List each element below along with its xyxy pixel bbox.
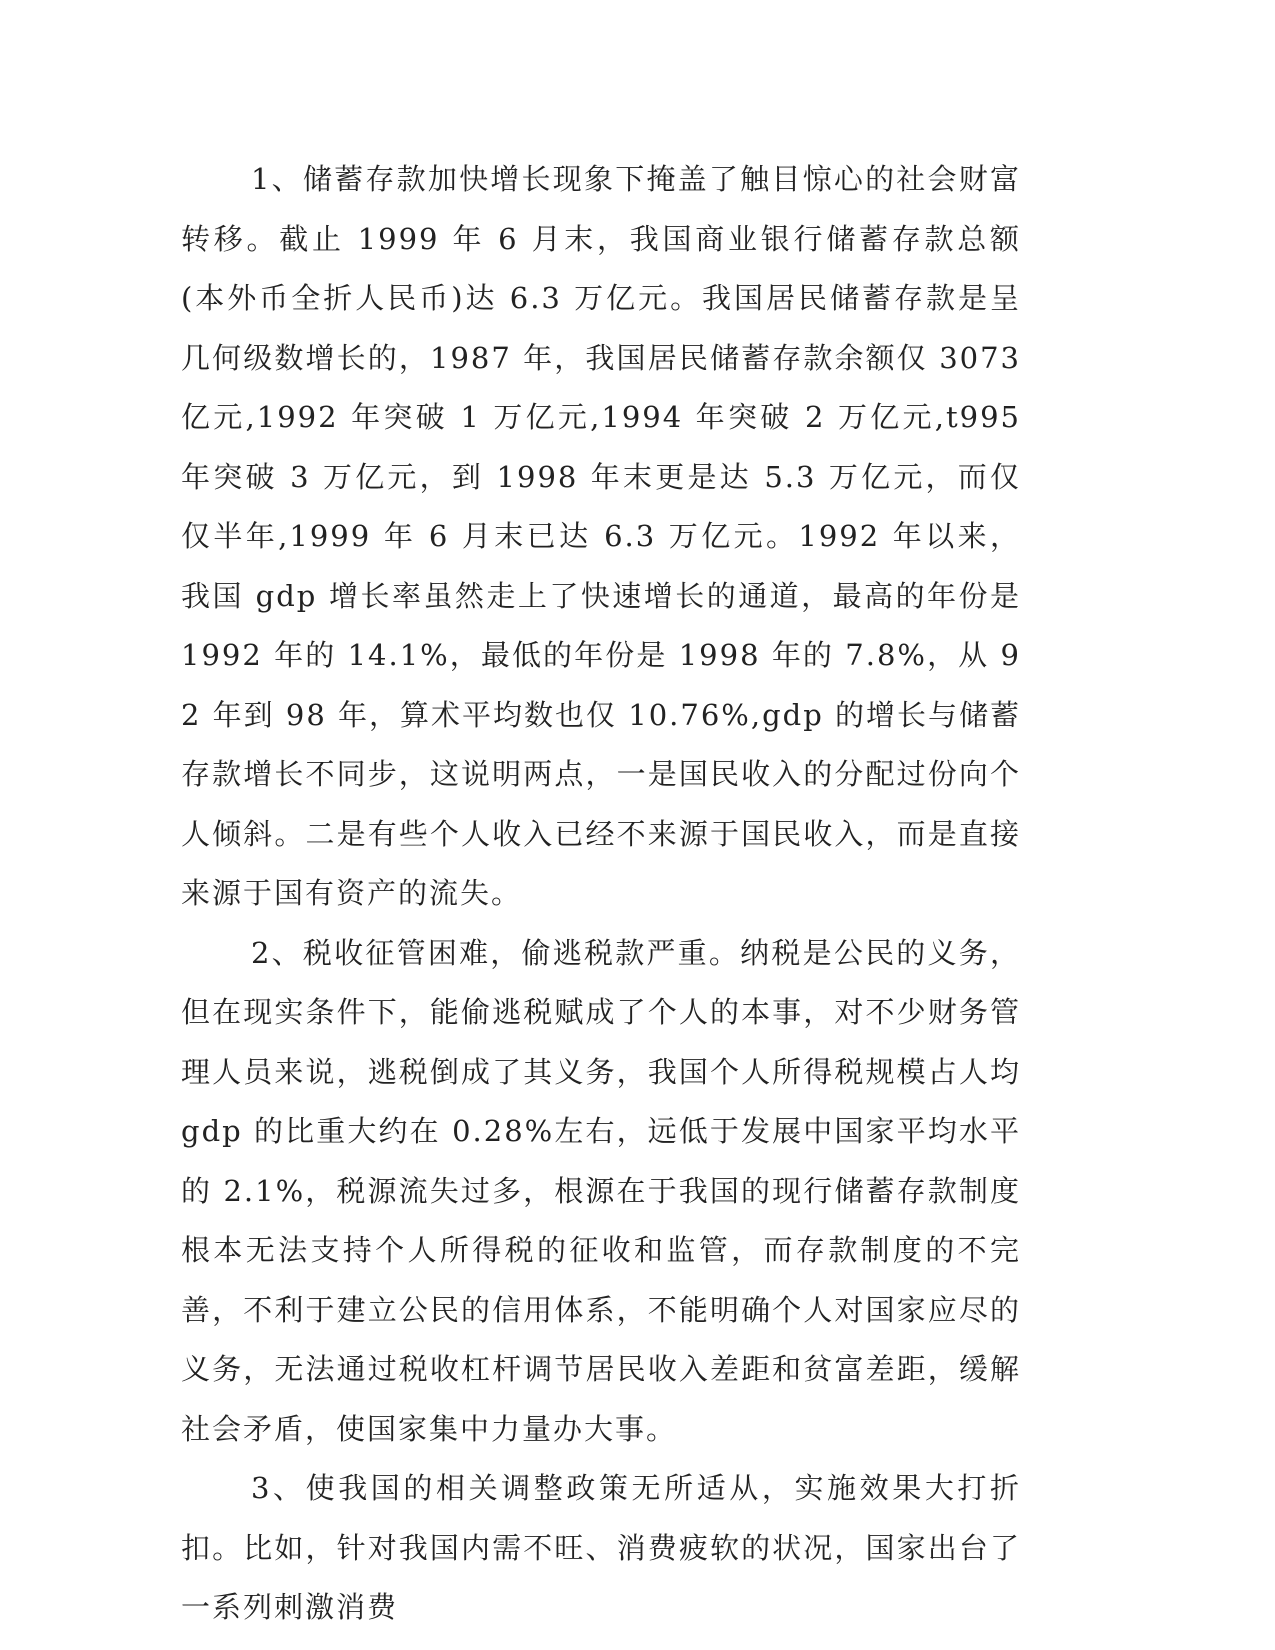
paragraph-2: 2、税收征管困难，偷逃税款严重。纳税是公民的义务，但在现实条件下，能偷逃税赋成了个人的本事，对不少财务管理人员来说，逃税倒成了其义务，我国个人所得税规模占人均 gdp 的比重大约在 0.28%左右，远低于发展中国家平均水平的 2.1%，税源流失过多，根源在于我国的现行储蓄存款制度根本无法支持个人所得税的征收和监管，而存款制度的不完善，不利于建立公民的信用体系，不能明确个人对国家应尽的义务，无法通过税收杠杆调节居民收入差距和贫富差距，缓解社会矛盾，使国家集中力量办大事。: [181, 935, 1021, 1446]
paragraph-3: 3、使我国的相关调整政策无所适从，实施效果大打折扣。比如，针对我国内需不旺、消费疲软的状况，国家出台了一系列刺激消费: [181, 1471, 1021, 1624]
paragraph-1: 1、储蓄存款加快增长现象下掩盖了触目惊心的社会财富转移。截止 1999 年 6 月末，我国商业银行储蓄存款总额(本外币全折人民币)达 6.3 万亿元。我国居民储蓄存款是呈几何级数增长的，1987 年，我国居民储蓄存款余额仅 3073 亿元,1992 年突破 1 万亿元,1994 年突破 2 万亿元,t995 年突破 3 万亿元，到 1998 年末更是达 5.3 万亿元，而仅仅半年,1999 年 6 月末已达 6.3 万亿元。1992 年以来，我国 gdp 增长率虽然走上了快速增长的通道，最高的年份是 1992 年的 14.1%，最低的年份是 1998 年的 7.8%，从 92 年到 98 年，算术平均数也仅 10.76%,gdp 的增长与储蓄存款增长不同步，这说明两点，一是国民收入的分配过份向个人倾斜。二是有些个人收入已经不来源于国民收入，而是直接来源于国有资产的流失。: [181, 162, 1021, 910]
document-page: [181, 150, 1021, 1638]
